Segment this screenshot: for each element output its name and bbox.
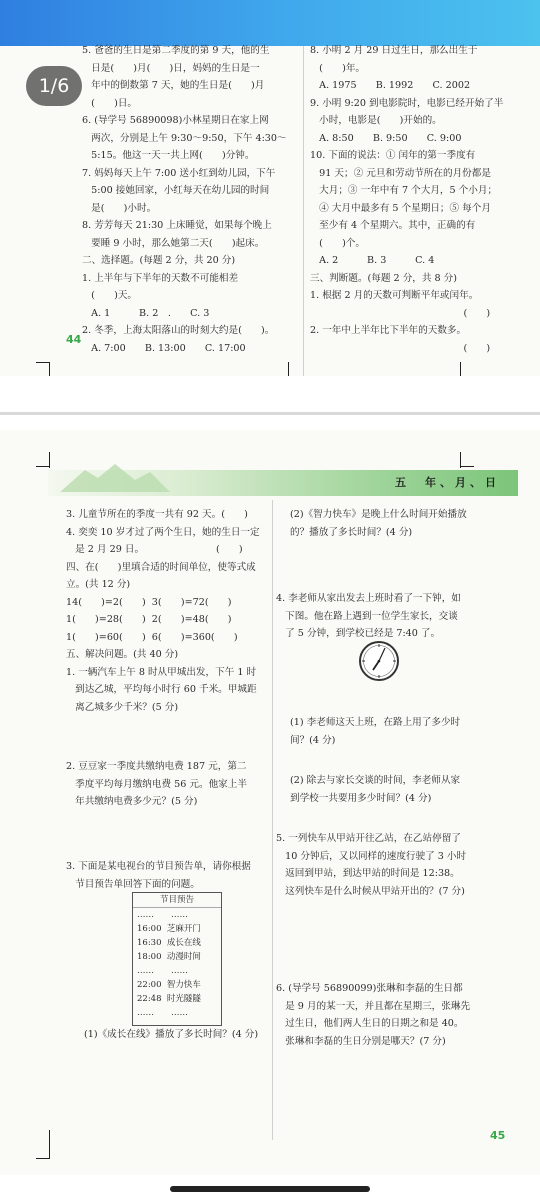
text-line: 间？(4 分) xyxy=(290,734,336,746)
question-5-train xyxy=(276,830,490,900)
page-separator xyxy=(0,412,540,415)
text-line: 5. 一列快车从甲站开往乙站，在乙站停留了 xyxy=(276,833,461,844)
question-4-2 xyxy=(290,772,490,807)
text-line: 14( )=2( ) 3( )=72( ) xyxy=(66,596,232,608)
question-3-2 xyxy=(290,506,490,541)
crop-mark xyxy=(460,362,461,376)
text-line: 8. 小明 2 月 29 日过生日，那么出生于 xyxy=(310,45,478,56)
page45-column-divider xyxy=(272,500,273,1140)
text-line: 下图。他在路上遇到一位学生家长，交谈 xyxy=(276,610,458,622)
chapter-title: 五 年、月、日 xyxy=(395,476,500,489)
text-line: 大月；③ 一年中有 7 个大月，5 个小月； xyxy=(310,185,498,196)
top-status-bar xyxy=(0,0,540,46)
question-4-1 xyxy=(290,714,490,749)
page45-left-column xyxy=(66,506,272,716)
page-gap xyxy=(0,376,540,430)
text-line: 6. (导学号 56890098)小林星期日在家上网 xyxy=(82,115,269,126)
schedule-row: 16:00 芝麻开门 xyxy=(137,924,201,934)
schedule-row: …… …… xyxy=(137,1008,189,1018)
question-3-tv-schedule xyxy=(66,858,272,893)
text-line: ( ) xyxy=(310,307,491,319)
text-line: 3. 儿童节所在的季度一共有 92 天。( ) xyxy=(66,509,248,520)
text-line: 至少有 4 个星期六。其中，正确的有 xyxy=(310,220,476,231)
text-line: 2. 冬季，上海太阳落山的时刻大约是( )。 xyxy=(82,325,275,336)
text-line: 是 9 月的某一天，并且都在星期三，张琳先 xyxy=(276,1000,471,1012)
text-line: ( )天。 xyxy=(82,290,138,301)
text-line: 1( )=28( ) 2( )=48( ) xyxy=(66,614,232,625)
text-line: 3. 下面是某电视台的节目预告单，请你根据 xyxy=(66,861,251,872)
text-line: A. 7:00 B. 13:00 C. 17:00 xyxy=(82,342,246,354)
text-line: 季度平均每月缴纳电费 56 元。他家上半 xyxy=(66,778,247,790)
text-line: 9. 小明 9:20 到电影院时，电影已经开始了半 xyxy=(310,97,504,109)
text-line: A. 1975 B. 1992 C. 2002 xyxy=(310,80,471,91)
schedule-row: 22:00 智力快车 xyxy=(137,980,201,990)
question-2-electricity xyxy=(66,758,272,811)
text-line: 年中的倒数第 7 天，她的生日是( )月 xyxy=(82,80,265,91)
text-line: 的？播放了多长时间？(4 分) xyxy=(290,526,413,538)
text-line: 6. (导学号 56890099)张琳和李磊的生日都 xyxy=(276,983,463,994)
text-line: ④ 大月中最多有 5 个星期日；⑤ 每个月 xyxy=(310,202,491,214)
text-line: (2) 除去与家长交谈的时间，李老师从家 xyxy=(290,775,461,786)
schedule-row: …… …… xyxy=(137,910,189,920)
text-line: 7. 妈妈每天上午 7:00 送小红到幼儿园，下午 xyxy=(82,167,276,179)
home-indicator[interactable] xyxy=(170,1186,370,1192)
text-line: 张琳和李磊的生日分别是哪天？(7 分) xyxy=(276,1035,446,1047)
text-line: 到学校一共要用多少时间？(4 分) xyxy=(290,792,432,804)
text-line: 91 天；② 元旦和劳动节所在的月份都是 xyxy=(310,167,491,179)
text-line: 三、判断题。(每题 2 分，共 8 分) xyxy=(310,272,458,284)
page-number-45: 45 xyxy=(490,1129,506,1142)
question-text: (1)《成长在线》播放了多长时间？(4 分) xyxy=(84,1029,259,1040)
text-line: 小时，电影是( )开始的。 xyxy=(310,115,442,126)
text-line: 1( )=60( ) 6( )=360( ) xyxy=(66,631,238,643)
program-schedule-table xyxy=(132,892,222,1026)
crop-mark xyxy=(49,1130,50,1158)
text-line: 4. 李老师从家出发去上班时看了一下钟，如 xyxy=(276,593,461,604)
schedule-row: …… …… xyxy=(137,966,189,976)
text-line: 到达乙城，平均每小时行 60 千米。甲城距 xyxy=(66,684,257,695)
text-line: 这列快车是什么时候从甲站开出的？(7 分) xyxy=(276,885,465,897)
question-4-teacher xyxy=(276,590,490,643)
text-line: 四、在( )里填合适的时间单位，使等式成 xyxy=(66,561,256,573)
text-line: 两次，分别是上午 9:30～9:50，下午 4:30～ xyxy=(82,132,287,144)
text-line: 2. 一年中上半年比下半年的天数多。 xyxy=(310,325,467,336)
text-line: 10 分钟后，又以同样的速度行驶了 3 小时 xyxy=(276,850,467,862)
page-indicator[interactable]: 1/6 xyxy=(26,66,82,106)
text-line: 1. 上半年与下半年的天数不可能相差 xyxy=(82,272,239,284)
schedule-row: 22:48 时光隧隧 xyxy=(137,994,201,1004)
text-line: 日是( )月( )日，妈妈的生日是一 xyxy=(82,62,260,74)
text-line: (1) 李老师这天上班，在路上用了多少时 xyxy=(290,717,461,728)
crop-mark xyxy=(36,466,50,467)
schedule-row: 16:30 成长在线 xyxy=(137,938,201,948)
page44-right-column xyxy=(310,42,520,357)
text-line: 二、选择题。(每题 2 分，共 20 分) xyxy=(82,255,236,266)
crop-mark xyxy=(36,1158,50,1159)
page44-column-divider xyxy=(303,46,304,376)
question-3-1 xyxy=(84,1026,274,1044)
crop-mark xyxy=(288,362,289,376)
crop-mark xyxy=(36,362,50,363)
text-line: 2. 豆豆家一季度共缴纳电费 187 元，第二 xyxy=(66,761,247,772)
page44-left-column xyxy=(82,42,310,357)
text-line: ( )日。 xyxy=(82,97,138,109)
text-line: 了 5 分钟，到学校已经是 7:40 了。 xyxy=(276,628,441,639)
mountain-decoration-icon xyxy=(60,462,170,492)
text-line: 离乙城多少千米？(5 分) xyxy=(66,701,179,713)
text-line: 年共缴纳电费多少元？(5 分) xyxy=(66,796,198,807)
text-line: ( )年。 xyxy=(310,62,366,74)
clock-face-icon xyxy=(358,640,400,682)
text-line: 1. 根据 2 月的天数可判断平年或闰年。 xyxy=(310,290,479,301)
crop-mark xyxy=(49,452,50,468)
text-line: 返回到甲站，到达甲站的时间是 12:38。 xyxy=(276,868,460,879)
text-line: A. 8:50 B. 9:50 C. 9:00 xyxy=(310,132,462,144)
text-line: 要睡 9 小时，那么她第二天( )起床。 xyxy=(82,237,265,249)
text-line: 是( )小时。 xyxy=(82,202,157,214)
text-line: 8. 芳芳每天 21:30 上床睡觉，如果每个晚上 xyxy=(82,220,272,231)
text-line: (2)《智力快车》是晚上什么时间开始播放 xyxy=(290,509,467,520)
text-line: ( )个。 xyxy=(310,237,366,249)
text-line: 立。(共 12 分) xyxy=(66,579,131,590)
question-6-birthdays xyxy=(276,980,490,1050)
text-line: ( ) xyxy=(310,342,491,354)
text-line: A. 2 B. 3 C. 4 xyxy=(310,255,435,266)
text-line: 5. 爸爸的生日是第二季度的第 9 天，他的生 xyxy=(82,45,270,56)
text-line: 节目预告单回答下面的问题。 xyxy=(66,878,200,890)
page-number-44: 44 xyxy=(66,333,82,346)
text-line: 10. 下面的说法：① 闰年的第一季度有 xyxy=(310,150,476,161)
text-line: 5:15。他这一天一共上网( )分钟。 xyxy=(82,150,255,161)
crop-mark xyxy=(460,466,474,467)
text-line: 4. 奕奕 10 岁才过了两个生日，她的生日一定 xyxy=(66,526,260,538)
text-line: A. 1 B. 2 . C. 3 xyxy=(82,307,210,319)
schedule-row: 18:00 动漫时间 xyxy=(137,952,201,962)
text-line: 五、解决问题。(共 40 分) xyxy=(66,649,179,660)
schedule-title: 节目预告 xyxy=(133,893,221,908)
text-line: 5:00 接她回家，小红每天在幼儿园的时间 xyxy=(82,185,270,196)
text-line: 是 2 月 29 日。 ( ) xyxy=(66,544,243,555)
text-line: 过生日，他们两人生日的日期之和是 40。 xyxy=(276,1018,464,1029)
text-line: 1. 一辆汽车上午 8 时从甲城出发，下午 1 时 xyxy=(66,666,257,678)
